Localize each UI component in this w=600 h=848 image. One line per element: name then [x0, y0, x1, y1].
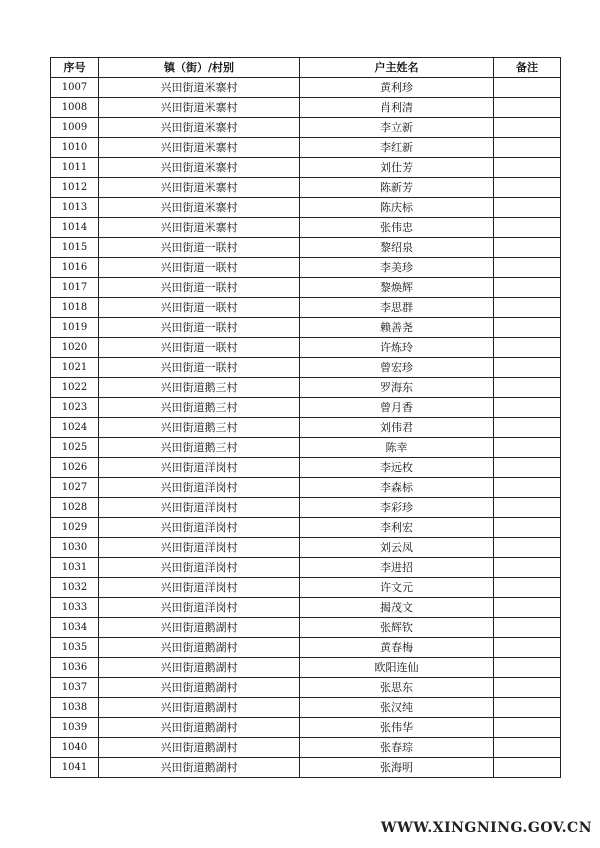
- cell-householder-name: 张思东: [300, 678, 494, 698]
- cell-town-village: 兴田街道鹅三村: [99, 378, 300, 398]
- cell-remarks: [494, 278, 561, 298]
- cell-householder-name: 李思群: [300, 298, 494, 318]
- table-row: [51, 678, 561, 698]
- cell-remarks: [494, 418, 561, 438]
- cell-householder-name: 陈幸: [300, 438, 494, 458]
- cell-remarks: [494, 538, 561, 558]
- cell-seq: 1041: [51, 758, 99, 778]
- cell-seq: 1034: [51, 618, 99, 638]
- table-header-row: [51, 58, 561, 78]
- cell-town-village: 兴田街道洋岗村: [99, 518, 300, 538]
- cell-householder-name: 陈庆标: [300, 198, 494, 218]
- table-row: [51, 78, 561, 98]
- cell-remarks: [494, 458, 561, 478]
- header-remarks: 备注: [494, 58, 561, 78]
- cell-town-village: 兴田街道一联村: [99, 298, 300, 318]
- table-row: [51, 358, 561, 378]
- cell-householder-name: 李进招: [300, 558, 494, 578]
- cell-town-village: 兴田街道米寨村: [99, 178, 300, 198]
- cell-town-village: 兴田街道一联村: [99, 278, 300, 298]
- cell-seq: 1014: [51, 218, 99, 238]
- cell-householder-name: 张海明: [300, 758, 494, 778]
- cell-householder-name: 李红新: [300, 138, 494, 158]
- cell-remarks: [494, 358, 561, 378]
- cell-householder-name: 李远枚: [300, 458, 494, 478]
- cell-seq: 1016: [51, 258, 99, 278]
- cell-town-village: 兴田街道鹅湖村: [99, 638, 300, 658]
- cell-remarks: [494, 238, 561, 258]
- table-row: [51, 118, 561, 138]
- cell-seq: 1017: [51, 278, 99, 298]
- cell-householder-name: 刘伟君: [300, 418, 494, 438]
- cell-seq: 1035: [51, 638, 99, 658]
- cell-town-village: 兴田街道一联村: [99, 318, 300, 338]
- table-row: [51, 498, 561, 518]
- cell-town-village: 兴田街道米寨村: [99, 138, 300, 158]
- cell-remarks: [494, 258, 561, 278]
- cell-town-village: 兴田街道米寨村: [99, 158, 300, 178]
- cell-town-village: 兴田街道鹅湖村: [99, 658, 300, 678]
- table-row: [51, 278, 561, 298]
- cell-seq: 1031: [51, 558, 99, 578]
- cell-remarks: [494, 698, 561, 718]
- cell-householder-name: 许炼玲: [300, 338, 494, 358]
- table-row: [51, 738, 561, 758]
- cell-town-village: 兴田街道鹅湖村: [99, 698, 300, 718]
- cell-town-village: 兴田街道一联村: [99, 338, 300, 358]
- cell-town-village: 兴田街道米寨村: [99, 78, 300, 98]
- cell-seq: 1032: [51, 578, 99, 598]
- cell-seq: 1018: [51, 298, 99, 318]
- cell-town-village: 兴田街道洋岗村: [99, 578, 300, 598]
- table-row: [51, 658, 561, 678]
- table-row: [51, 138, 561, 158]
- cell-town-village: 兴田街道米寨村: [99, 118, 300, 138]
- cell-householder-name: 张春琮: [300, 738, 494, 758]
- cell-remarks: [494, 218, 561, 238]
- cell-town-village: 兴田街道一联村: [99, 358, 300, 378]
- cell-householder-name: 欧阳连仙: [300, 658, 494, 678]
- cell-town-village: 兴田街道洋岗村: [99, 598, 300, 618]
- household-roster-table: [50, 57, 561, 778]
- cell-seq: 1010: [51, 138, 99, 158]
- cell-householder-name: 肖利清: [300, 98, 494, 118]
- cell-town-village: 兴田街道米寨村: [99, 218, 300, 238]
- cell-town-village: 兴田街道洋岗村: [99, 498, 300, 518]
- cell-seq: 1040: [51, 738, 99, 758]
- cell-seq: 1015: [51, 238, 99, 258]
- cell-householder-name: 李利宏: [300, 518, 494, 538]
- cell-remarks: [494, 138, 561, 158]
- cell-remarks: [494, 598, 561, 618]
- cell-town-village: 兴田街道鹅湖村: [99, 718, 300, 738]
- cell-seq: 1038: [51, 698, 99, 718]
- cell-householder-name: 黎绍泉: [300, 238, 494, 258]
- cell-seq: 1029: [51, 518, 99, 538]
- cell-householder-name: 李美珍: [300, 258, 494, 278]
- cell-remarks: [494, 158, 561, 178]
- cell-town-village: 兴田街道鹅三村: [99, 438, 300, 458]
- cell-remarks: [494, 678, 561, 698]
- table-row: [51, 638, 561, 658]
- cell-remarks: [494, 578, 561, 598]
- table-row: [51, 238, 561, 258]
- cell-remarks: [494, 78, 561, 98]
- table-row: [51, 458, 561, 478]
- cell-town-village: 兴田街道米寨村: [99, 98, 300, 118]
- table-row: [51, 298, 561, 318]
- cell-town-village: 兴田街道洋岗村: [99, 478, 300, 498]
- cell-remarks: [494, 318, 561, 338]
- cell-seq: 1036: [51, 658, 99, 678]
- cell-remarks: [494, 658, 561, 678]
- table-row: [51, 538, 561, 558]
- cell-seq: 1024: [51, 418, 99, 438]
- cell-remarks: [494, 178, 561, 198]
- cell-remarks: [494, 398, 561, 418]
- table-row: [51, 418, 561, 438]
- cell-householder-name: 张伟忠: [300, 218, 494, 238]
- cell-seq: 1028: [51, 498, 99, 518]
- cell-seq: 1012: [51, 178, 99, 198]
- cell-seq: 1011: [51, 158, 99, 178]
- table-row: [51, 478, 561, 498]
- table-row: [51, 698, 561, 718]
- cell-town-village: 兴田街道鹅三村: [99, 418, 300, 438]
- cell-remarks: [494, 738, 561, 758]
- table-row: [51, 518, 561, 538]
- cell-town-village: 兴田街道一联村: [99, 238, 300, 258]
- cell-remarks: [494, 718, 561, 738]
- cell-seq: 1033: [51, 598, 99, 618]
- table-row: [51, 598, 561, 618]
- cell-seq: 1030: [51, 538, 99, 558]
- cell-town-village: 兴田街道鹅三村: [99, 398, 300, 418]
- cell-seq: 1007: [51, 78, 99, 98]
- cell-householder-name: 陈新芳: [300, 178, 494, 198]
- cell-town-village: 兴田街道鹅湖村: [99, 618, 300, 638]
- table-row: [51, 338, 561, 358]
- table-row: [51, 258, 561, 278]
- table-row: [51, 378, 561, 398]
- cell-householder-name: 李森标: [300, 478, 494, 498]
- cell-remarks: [494, 518, 561, 538]
- cell-remarks: [494, 98, 561, 118]
- header-seq: 序号: [51, 58, 99, 78]
- table-row: [51, 438, 561, 458]
- cell-seq: 1025: [51, 438, 99, 458]
- cell-householder-name: 曾宏珍: [300, 358, 494, 378]
- cell-remarks: [494, 758, 561, 778]
- cell-householder-name: 黎焕辉: [300, 278, 494, 298]
- header-town-village: 镇（街）/村别: [99, 58, 300, 78]
- cell-householder-name: 张伟华: [300, 718, 494, 738]
- cell-remarks: [494, 298, 561, 318]
- cell-town-village: 兴田街道鹅湖村: [99, 738, 300, 758]
- cell-remarks: [494, 478, 561, 498]
- cell-seq: 1019: [51, 318, 99, 338]
- cell-remarks: [494, 198, 561, 218]
- table-row: [51, 198, 561, 218]
- cell-seq: 1022: [51, 378, 99, 398]
- cell-householder-name: 张汉纯: [300, 698, 494, 718]
- cell-remarks: [494, 638, 561, 658]
- cell-town-village: 兴田街道米寨村: [99, 198, 300, 218]
- cell-remarks: [494, 338, 561, 358]
- cell-seq: 1020: [51, 338, 99, 358]
- site-url-footer: WWW.XINGNING.GOV.CN: [380, 820, 592, 836]
- cell-householder-name: 赖善尧: [300, 318, 494, 338]
- cell-town-village: 兴田街道洋岗村: [99, 458, 300, 478]
- table-row: [51, 158, 561, 178]
- cell-town-village: 兴田街道鹅湖村: [99, 678, 300, 698]
- cell-seq: 1023: [51, 398, 99, 418]
- table-row: [51, 218, 561, 238]
- cell-householder-name: 李立新: [300, 118, 494, 138]
- cell-seq: 1009: [51, 118, 99, 138]
- table-row: [51, 558, 561, 578]
- cell-town-village: 兴田街道一联村: [99, 258, 300, 278]
- cell-town-village: 兴田街道洋岗村: [99, 558, 300, 578]
- cell-remarks: [494, 558, 561, 578]
- cell-remarks: [494, 438, 561, 458]
- cell-remarks: [494, 118, 561, 138]
- table-row: [51, 178, 561, 198]
- cell-seq: 1021: [51, 358, 99, 378]
- cell-householder-name: 李彩珍: [300, 498, 494, 518]
- cell-householder-name: 刘云凤: [300, 538, 494, 558]
- table-row: [51, 618, 561, 638]
- cell-remarks: [494, 498, 561, 518]
- cell-seq: 1013: [51, 198, 99, 218]
- cell-town-village: 兴田街道洋岗村: [99, 538, 300, 558]
- table-row: [51, 718, 561, 738]
- cell-householder-name: 许文元: [300, 578, 494, 598]
- cell-seq: 1027: [51, 478, 99, 498]
- cell-seq: 1026: [51, 458, 99, 478]
- cell-town-village: 兴田街道鹅湖村: [99, 758, 300, 778]
- cell-seq: 1008: [51, 98, 99, 118]
- cell-householder-name: 罗海东: [300, 378, 494, 398]
- cell-householder-name: 黄利珍: [300, 78, 494, 98]
- table-row: [51, 318, 561, 338]
- table-row: [51, 398, 561, 418]
- cell-householder-name: 刘仕芳: [300, 158, 494, 178]
- table-row: [51, 578, 561, 598]
- header-householder-name: 户主姓名: [300, 58, 494, 78]
- cell-remarks: [494, 378, 561, 398]
- table-row: [51, 98, 561, 118]
- cell-householder-name: 黄春梅: [300, 638, 494, 658]
- cell-seq: 1039: [51, 718, 99, 738]
- cell-householder-name: 揭茂文: [300, 598, 494, 618]
- cell-seq: 1037: [51, 678, 99, 698]
- table-row: [51, 758, 561, 778]
- cell-remarks: [494, 618, 561, 638]
- cell-householder-name: 曾月香: [300, 398, 494, 418]
- cell-householder-name: 张辉钦: [300, 618, 494, 638]
